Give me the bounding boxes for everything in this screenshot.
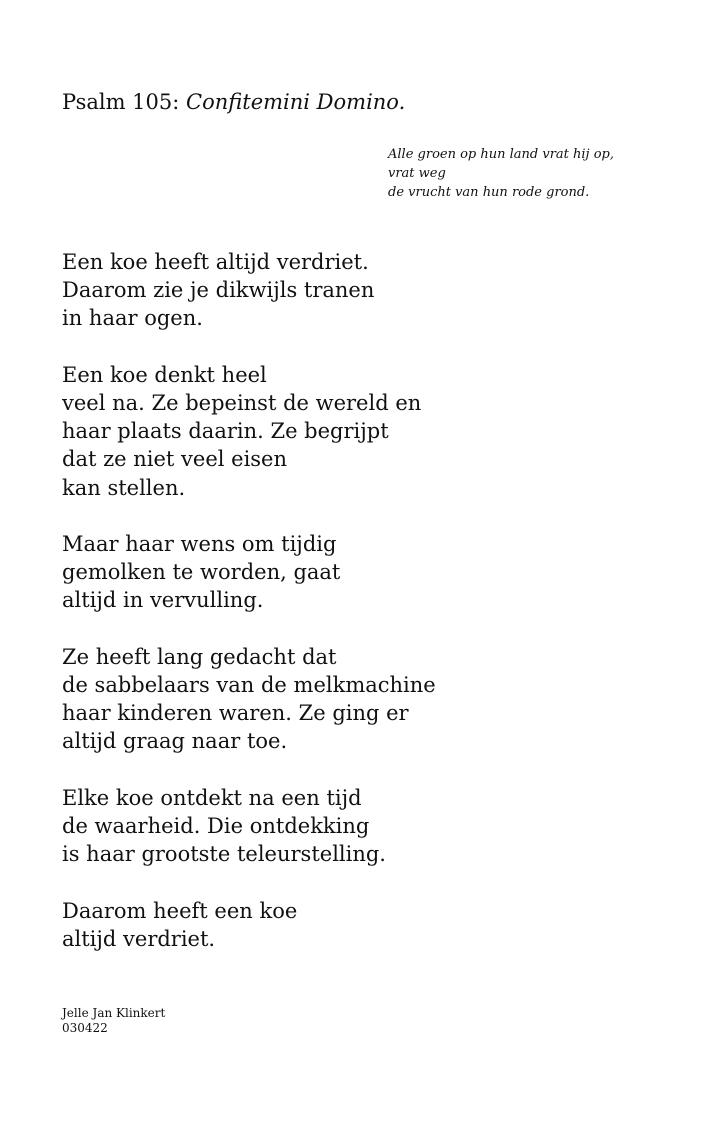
poem-line: Een koe heeft altijd verdriet.	[62, 250, 369, 274]
poem-line: Maar haar wens om tijdig	[62, 532, 337, 556]
poem-body	[62, 248, 682, 953]
poem-line: Elke koe ontdekt na een tijd	[62, 785, 362, 810]
signature	[62, 1006, 165, 1036]
poem-line: gemolken te worden, gaat	[62, 560, 341, 585]
poem-date: 030422	[62, 1021, 108, 1035]
poem-line: de waarheid. Die ontdekking	[62, 814, 370, 838]
poem-line: haar kinderen waren. Ze ging er	[62, 701, 409, 726]
poem-line: altijd verdriet.	[62, 926, 216, 951]
poem-line: veel na. Ze bepeinst de wereld en	[62, 391, 422, 415]
poem-line: altijd graag naar toe.	[62, 729, 288, 754]
stanza	[62, 361, 682, 502]
poem-line: Een koe denkt heel	[62, 362, 267, 387]
stanza	[62, 248, 682, 333]
stanza	[62, 530, 682, 615]
poem-line: kan stellen.	[62, 475, 186, 500]
stanza	[62, 897, 682, 953]
poem-line: Daarom zie je dikwijls tranen	[62, 278, 375, 303]
poem-title	[62, 88, 405, 116]
epigraph-line: Alle groen op hun land vrat hij op,	[388, 147, 614, 162]
poem-line: Ze heeft lang gedacht dat	[62, 644, 337, 669]
poem-line: dat ze niet veel eisen	[62, 447, 288, 472]
author-name: Jelle Jan Klinkert	[62, 1006, 166, 1020]
poem-line: is haar grootste teleurstelling.	[62, 842, 386, 867]
poem-line: in haar ogen.	[62, 306, 203, 331]
stanza	[62, 643, 682, 756]
title-main: Psalm 105:	[62, 90, 187, 114]
epigraph	[388, 145, 688, 202]
epigraph-line: de vrucht van hun rode grond.	[388, 185, 590, 200]
stanza	[62, 784, 682, 869]
poem-line: haar plaats daarin. Ze begrijpt	[62, 419, 389, 444]
epigraph-line: vrat weg	[388, 166, 446, 181]
poem-line: Daarom heeft een koe	[62, 898, 298, 923]
poem-line: altijd in vervulling.	[62, 588, 264, 613]
title-subtitle: Confitemini Domino.	[186, 90, 406, 114]
poem-line: de sabbelaars van de melkmachine	[62, 673, 436, 697]
